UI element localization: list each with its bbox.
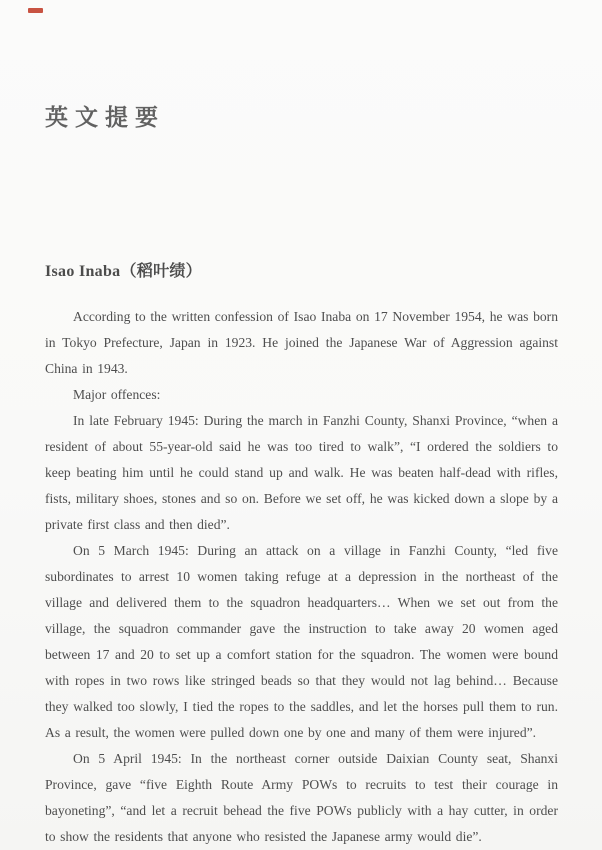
- paragraph-offence-march-1945: On 5 March 1945: During an attack on a village in Fanzhi County, “led five subordinates to arrest 10 women taking refuge at a depression in the northeast of the village and delivered them to the squadron headquarters… When we set out from the village, the squadron commander gave the instruction to take away 20 women aged between 17 and 20 to set up a comfort station for the squadron. The women were bound with ropes in two rows like stringed beads so that they would not lag behind… Because they walked too slowly, I tied the ropes to the saddles, and let the horses pull them to run. As a result, the women were pulled down one by one and many of them were injured”.: [45, 543, 558, 740]
- article-body: [45, 304, 558, 850]
- paragraph-offence-april-1945: On 5 April 1945: In the northeast corner outside Daixian County seat, Shanxi Province, gave “five Eighth Route Army POWs to recruits to test their courage in bayoneting”, “and let a recruit behead the five POWs publicly with a hay cutter, in order to show the residents that anyone who resisted the Japanese army would die”.: [45, 751, 558, 844]
- red-scan-mark: [28, 8, 43, 13]
- paragraph-offence-february-1945: In late February 1945: During the march in Fanzhi County, Shanxi Province, “when a resident of about 55-year-old said he was too tired to walk”, “I ordered the soldiers to keep beating him until he could stand up and walk. He was beaten half-dead with rifles, fists, military shoes, stones and so on. Before we set off, he was kicked down a slope by a private first class and then died”.: [45, 413, 558, 532]
- paragraph-major-offences-label: Major offences:: [73, 387, 161, 402]
- section-heading-isao-inaba: Isao Inaba（稻叶绩）: [45, 263, 202, 280]
- paragraph-biography: According to the written confession of Isao Inaba on 17 November 1954, he was born in Tokyo Prefecture, Japan in 1923. He joined the Japanese War of Aggression against China in 1943.: [45, 309, 558, 376]
- page-title: 英文提要: [45, 105, 165, 130]
